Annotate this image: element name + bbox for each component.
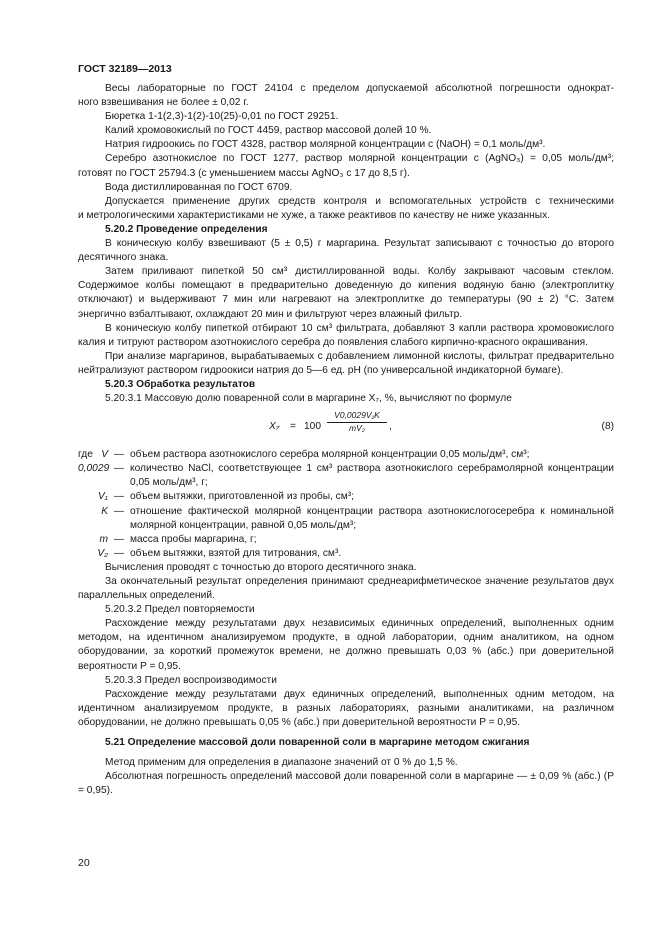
paragraph: 5.20.3.1 Массовую долю поваренной соли в маргарине X₇, %, вычисляют по формуле: [105, 393, 512, 405]
section-5-21-title: 5.21 Определение массовой доли поваренной соли в маргарине методом сжигания: [105, 737, 530, 749]
subsection-5-20-3-3-title: 5.20.3.3 Предел воспроизводимости: [105, 674, 277, 686]
definition-dash: —: [113, 491, 125, 503]
reagents-block: [78, 82, 614, 223]
definition-row: [78, 547, 614, 561]
definition-symbol: V₁: [97, 491, 108, 503]
formula-number: (8): [601, 421, 614, 433]
section-5-20-2-title: 5.20.2 Проведение определения: [105, 223, 268, 235]
reagent-line: Вода дистиллированная по ГОСТ 6709.: [105, 181, 293, 193]
definition-text: объем раствора азотнокислого серебра молярной концентрации 0,05 моль/дм³, см³;: [130, 449, 530, 461]
definition-row: [78, 462, 614, 490]
formula-coefficient: 100: [304, 421, 321, 433]
formula-equals: =: [290, 421, 296, 433]
definition-dash: —: [113, 547, 125, 559]
definition-row: [78, 490, 614, 504]
paragraph: Метод применим для определения в диапазоне значений от 0 % до 1,5 %.: [105, 757, 458, 769]
paragraph: За окончательный результат определения принимают среднеарифметическое значение результатов двух параллельных определений.: [78, 576, 614, 602]
formula-numerator: V0,0029V₁K: [327, 410, 387, 423]
subsection-5-20-3-2-title: 5.20.3.2 Предел повторяемости: [105, 604, 255, 616]
formula-fraction: [327, 410, 387, 434]
formula-lhs: X₇: [269, 421, 280, 433]
definition-row: [78, 505, 614, 533]
formula-denominator: mV₂: [349, 423, 365, 434]
paragraph: При анализе маргаринов, вырабатываемых с добавлением лимонной кислоты, фильтрат предварительно нейтрализуют раствором гидроокиси натрия до 5—6 ед. рН (по универсальной индикаторной бумаге).: [78, 350, 614, 376]
reagent-line: ного взвешивания не более ± 0,02 г.: [78, 97, 249, 109]
paragraph: В коническую колбу пипеткой отбирают 10 см³ фильтрата, добавляют 3 капли раствора хромовокислого калия и титруют раствором азотнокислого серебра до появления слабого кирпично-красного окрашивания.: [78, 322, 614, 348]
reagent-line: и метрологическими характеристиками не хуже, а также реактивов по качеству не ниже указанных.: [78, 209, 551, 221]
definition-text: отношение фактической молярной концентрации раствора азотнокислогосеребра к номинальной молярной концентрации, равной 0,05 моль/дм³;: [130, 505, 614, 531]
definition-text: масса пробы маргарина, г;: [130, 533, 257, 545]
paragraph: В коническую колбу взвешивают (5 ± 0,5) г маргарина. Результат записывают с точностью до второго десятичного знака.: [78, 238, 614, 264]
section-5-20-3-title: 5.20.3 Обработка результатов: [105, 378, 256, 390]
definition-symbol: 0,0029: [78, 463, 110, 475]
definition-text: объем вытяжки, приготовленной из пробы, см³;: [130, 491, 354, 503]
page-number: 20: [78, 857, 90, 869]
formula-comma: ,: [389, 421, 392, 433]
page-body: [78, 82, 614, 798]
definition-dash: —: [113, 449, 125, 461]
paragraph: Вычисления проводят с точностью до второго десятичного знака.: [105, 561, 417, 573]
paragraph: Абсолютная погрешность определений массовой доли поваренной соли в маргарине — ± 0,09 % (абс.) (P = 0,95).: [78, 771, 614, 797]
definition-text: объем вытяжки, взятой для титрования, см³.: [130, 547, 342, 559]
reagent-line: Весы лабораторные по ГОСТ 24104 с пределом допускаемой абсолютной погрешности однократ-: [105, 83, 614, 94]
definition-text: количество NaCl, соответствующее 1 см³ раствора азотнокислого серебрамолярной концентрации 0,05 моль/дм³, г;: [130, 463, 614, 489]
definition-dash: —: [113, 533, 125, 545]
definition-dash: —: [113, 505, 125, 517]
reagent-line: готовят по ГОСТ 25794.3 (с уменьшением массы AgNO₃ с 17 до 8,5 г).: [78, 167, 410, 179]
reagent-line: Натрия гидроокись по ГОСТ 4328, раствор молярной концентрации с (NaOH) = 0,1 моль/дм³.: [105, 139, 546, 151]
reagent-line: Серебро азотнокислое по ГОСТ 1277, раствор молярной концентрации с (AgNO₃) = 0,05 моль/дм³;: [105, 153, 614, 165]
definition-dash: —: [113, 463, 125, 475]
definition-symbol: V: [101, 449, 108, 461]
paragraph: Расхождение между результатами двух независимых единичных определений, выполненных одним методом, на идентичном анализируемом продукте, в одной лаборатории, одним аналитиком, на одном оборудовании, за короткий промежуток времени, не должно превышать 0,03 % (абс.) при доверительной вероятности P = 0,95.: [78, 618, 614, 672]
standard-header: ГОСТ 32189—2013: [78, 63, 172, 75]
reagent-line: Бюретка 1-1(2,3)-1(2)-10(25)-0,01 по ГОСТ 29251.: [105, 111, 339, 123]
paragraph: Расхождение между результатами двух единичных определений, выполненных одним методом, на идентичном анализируемом продукте, в разных лабораториях, разными аналитиками, на различном оборудовании, не должно превышать 0,05 % (абс.) при доверительной вероятности P = 0,95.: [78, 688, 614, 728]
formula-8: [78, 406, 614, 448]
definition-row: где V — объем раствора азотнокислого серебра молярной концентрации 0,05 моль/дм³, см³;: [78, 448, 614, 462]
reagent-line: Допускается применение других средств контроля и вспомогательных устройств с техническими: [105, 195, 614, 207]
definition-symbol: V₂: [97, 547, 108, 559]
definition-row: [78, 533, 614, 547]
variable-definitions: [78, 448, 614, 561]
definition-symbol: m: [99, 533, 108, 545]
reagent-line: Калий хромовокислый по ГОСТ 4459, раствор массовой долей 10 %.: [105, 125, 432, 137]
definition-symbol: K: [101, 505, 108, 517]
paragraph: Затем приливают пипеткой 50 см³ дистиллированной воды. Колбу закрывают часовым стеклом. Содержимое колбы помещают в предварительно доведенную до кипения водяную баню (электроплитку отключают) и выдерживают 7 мин или нагревают на электроплитке до температуры (90 ± 2) °С. Затем энергично взбалтывают, охлаждают 20 мин и фильтруют через влажный фильтр.: [78, 266, 614, 320]
